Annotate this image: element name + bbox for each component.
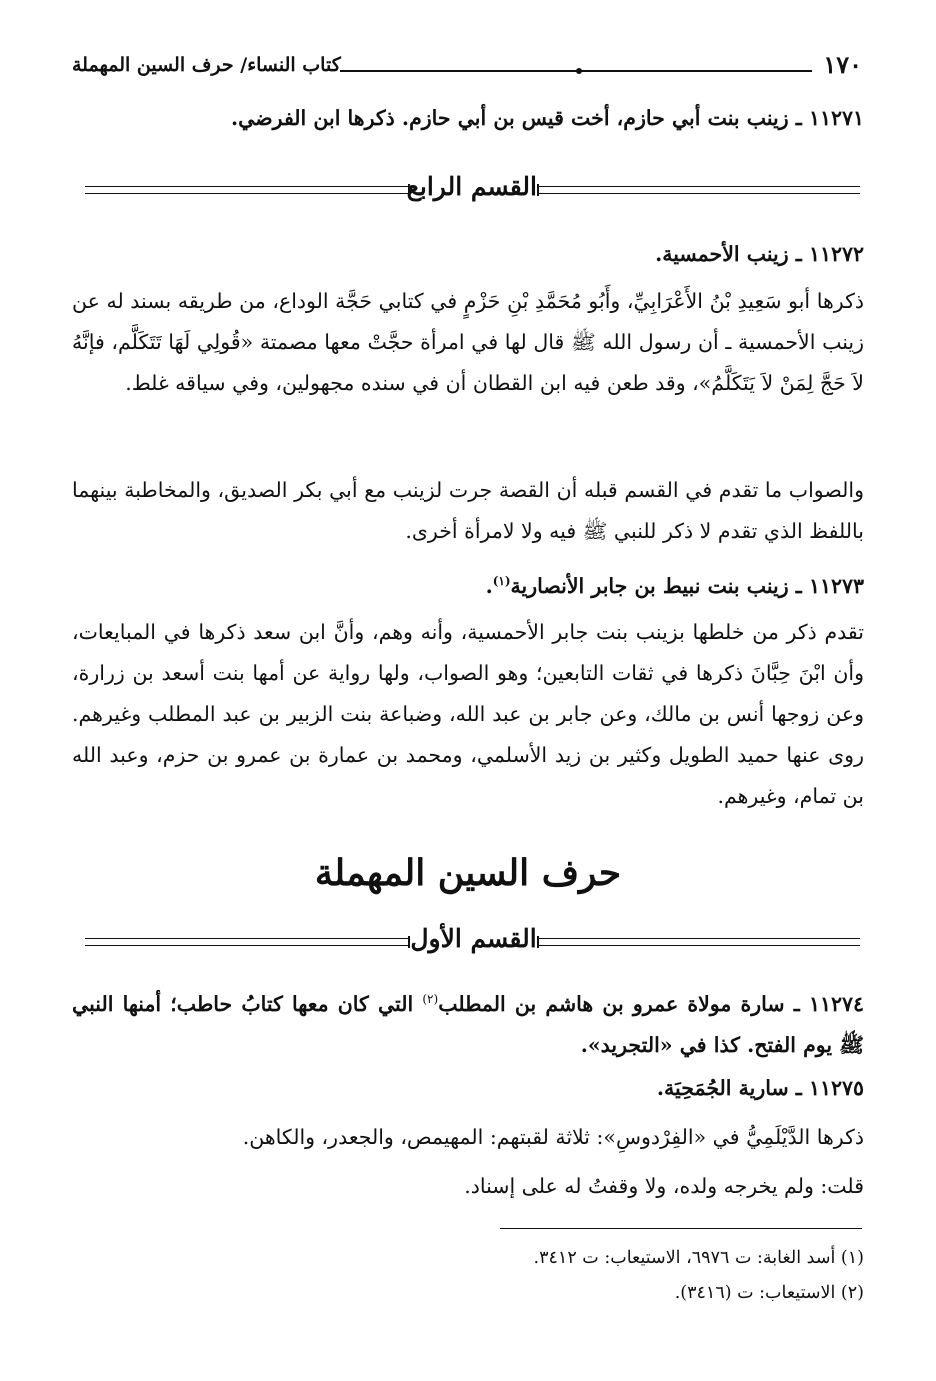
paragraph: ذكرها أبو سَعِيدِ بْنُ الأَعْرَابِيِّ، وأَبُو مُحَمَّدِ بْنِ حَزْمٍ في كتابي حَجَّة الوداع، من طريقه بسند له عن زينب الأحمسية ـ أن رسول الله ﷺ قال لها في امرأة حجَّتْ معها مصمتة «قُولِي لَهَا تَتَكَلَّم، فإنَّهُ لاَ حَجَّ لِمَنْ لاَ يَتَكَلَّمُ»، وقد طعن فيه ابن القطان أن في سنده مجهولين، وفي سياقه غلط. <box>72 289 864 395</box>
entry-11275 <box>72 1068 864 1109</box>
footnote-ref: (٢) <box>422 992 439 1006</box>
page-number: ١٧٠ <box>823 50 862 79</box>
footnote-rule <box>500 1228 862 1229</box>
entry-11272 <box>72 234 864 275</box>
chapter-title: حرف السين المهملة <box>314 852 622 894</box>
entry-heading-end: . <box>485 573 493 598</box>
entry-heading: ١١٢٧٥ ـ سارية الجُمَحِيَة. <box>656 1076 864 1100</box>
entry-11274 <box>72 979 864 1066</box>
entry-11275-note <box>72 1166 864 1207</box>
divider-line <box>85 186 410 194</box>
running-title: كتاب النساء/ حرف السين المهملة <box>72 54 341 76</box>
entry-11275-body <box>72 1117 864 1158</box>
section-title: القسم الرابع <box>406 172 537 201</box>
header-rule <box>340 70 812 72</box>
entry-lead: ١١٢٧٤ ـ سارة مولاة عمرو بن هاشم بن المطلب <box>438 991 864 1016</box>
paragraph: قلت: ولم يخرجه ولده، ولا وقفتُ له على إسناد. <box>464 1174 864 1198</box>
paragraph: والصواب ما تقدم في القسم قبله أن القصة جرت لزينب مع أبي بكر الصديق، والمخاطبة بينهما باللفظ الذي تقدم لا ذكر للنبي ﷺ فيه ولا لامرأة أخرى. <box>72 478 864 543</box>
entry-text <box>72 979 864 1066</box>
entry-11272-correction <box>72 470 864 552</box>
entry-heading <box>72 561 864 607</box>
footnote-1: (١) أسد الغابة: ت ٦٩٧٦، الاستيعاب: ت ٣٤١٢. <box>533 1248 864 1268</box>
divider-line <box>85 938 410 946</box>
divider-line <box>537 938 860 946</box>
entry-text: ١١٢٧١ ـ زينب بنت أبي حازم، أخت قيس بن أبي حازم. ذكرها ابن الفرضي. <box>231 106 864 130</box>
entry-11271 <box>72 98 864 139</box>
footnote-ref: (١) <box>492 574 511 588</box>
section-divider-first <box>85 924 860 964</box>
entry-11273-body <box>72 612 864 817</box>
footnote-2: (٢) الاستيعاب: ت (٣٤١٦). <box>674 1283 864 1303</box>
entry-rest: التي كان معها كتابُ حاطب؛ أمنها النبي ﷺ يوم الفتح. كذا في «التجريد». <box>72 991 864 1057</box>
paragraph: تقدم ذكر من خلطها بزينب بنت جابر الأحمسية، وأنه وهم، وأنَّ ابن سعد ذكرها في المبايعات، وأن ابْنَ حِبَّانَ ذكرها في ثقات التابعين؛ وهو الصواب، ولها رواية عن أمها بنت أسعد بن زرارة، وعن زوجها أنس بن مالك، وعن جابر بن عبد الله، وضباعة بنت الزبير بن عبد المطلب وغيرهم. روى عنها حميد الطويل وكثير بن زيد الأسلمي، ومحمد بن عمارة بن عمرو بن حزم، وعبد الله بن تمام، وغيرهم. <box>72 620 864 808</box>
running-header <box>72 50 862 86</box>
entry-11273 <box>72 561 864 607</box>
divider-line <box>537 186 860 194</box>
entry-heading: ١١٢٧٢ ـ زينب الأحمسية. <box>655 242 864 266</box>
paragraph: ذكرها الدَّيْلَمِيُّ في «الفِرْدوسِ»: ثلاثة لقبتهم: المهيمص، والجعدر، والكاهن. <box>242 1125 864 1149</box>
section-divider-fourth <box>85 172 860 212</box>
entry-heading-text: ١١٢٧٣ ـ زينب بنت نبيط بن جابر الأنصارية <box>510 573 864 598</box>
section-title: القسم الأول <box>410 924 537 953</box>
entry-11272-body <box>72 281 864 404</box>
